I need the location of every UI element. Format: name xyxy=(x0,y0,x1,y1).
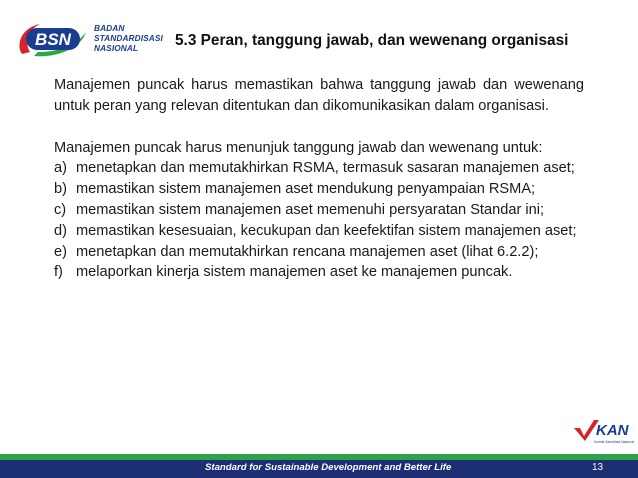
list-item xyxy=(54,262,584,283)
list-item xyxy=(54,179,584,200)
list-marker: f) xyxy=(54,264,63,281)
bsn-logo-text xyxy=(94,23,163,53)
slide-content xyxy=(54,75,584,283)
list-item xyxy=(54,158,584,179)
footer-tagline: Standard for Sustainable Development and Better Life xyxy=(205,462,452,473)
list-marker: b) xyxy=(54,181,67,198)
list-item-text: memastikan sistem manajemen aset memenuhi persyaratan Standar ini; xyxy=(76,201,545,218)
list-marker: a) xyxy=(54,160,67,177)
responsibility-list xyxy=(54,158,584,283)
list-item xyxy=(54,200,584,221)
paragraph-responsibilities: Manajemen puncak harus menunjuk tanggung jawab dan wewenang untuk: xyxy=(54,139,543,156)
slide-title: 5.3 Peran, tanggung jawab, dan wewenang organisasi xyxy=(175,32,569,49)
bsn-badge-text: BSN xyxy=(35,30,71,49)
list-item-text: menetapkan dan memutakhirkan RSMA, termasuk sasaran manajemen aset; xyxy=(76,160,575,177)
paragraph-intro: Manajemen puncak harus memastikan bahwa tanggung jawab dan wewenang untuk peran yang relevan ditentukan dan dikomunikasikan dalam organisasi. xyxy=(54,77,584,114)
kan-logo-subtitle: Komite Akreditasi Nasional xyxy=(594,440,634,444)
bsn-logo-line: BADAN xyxy=(94,23,125,33)
list-item-text: melaporkan kinerja sistem manajemen aset ke manajemen puncak. xyxy=(76,264,513,281)
list-marker: d) xyxy=(54,222,67,239)
page-number: 13 xyxy=(592,462,604,473)
bsn-logo-line: NASIONAL xyxy=(94,43,139,53)
list-item xyxy=(54,221,584,242)
list-item-text: menetapkan dan memutakhirkan rencana manajemen aset (lihat 6.2.2); xyxy=(76,243,539,260)
list-marker: e) xyxy=(54,243,67,260)
bsn-logo-line: STANDARDISASI xyxy=(94,33,163,43)
list-item-text: memastikan sistem manajemen aset mendukung penyampaian RSMA; xyxy=(76,181,536,198)
bsn-logo xyxy=(14,20,184,58)
footer-bar xyxy=(0,460,638,478)
kan-logo-text: KAN xyxy=(596,422,629,439)
bsn-logo-badge-icon xyxy=(14,20,88,58)
list-item-text: memastikan kesesuaian, kecukupan dan keefektifan sistem manajemen aset; xyxy=(76,222,577,239)
list-item xyxy=(54,242,584,263)
list-marker: c) xyxy=(54,201,67,218)
kan-logo-icon xyxy=(572,416,634,446)
